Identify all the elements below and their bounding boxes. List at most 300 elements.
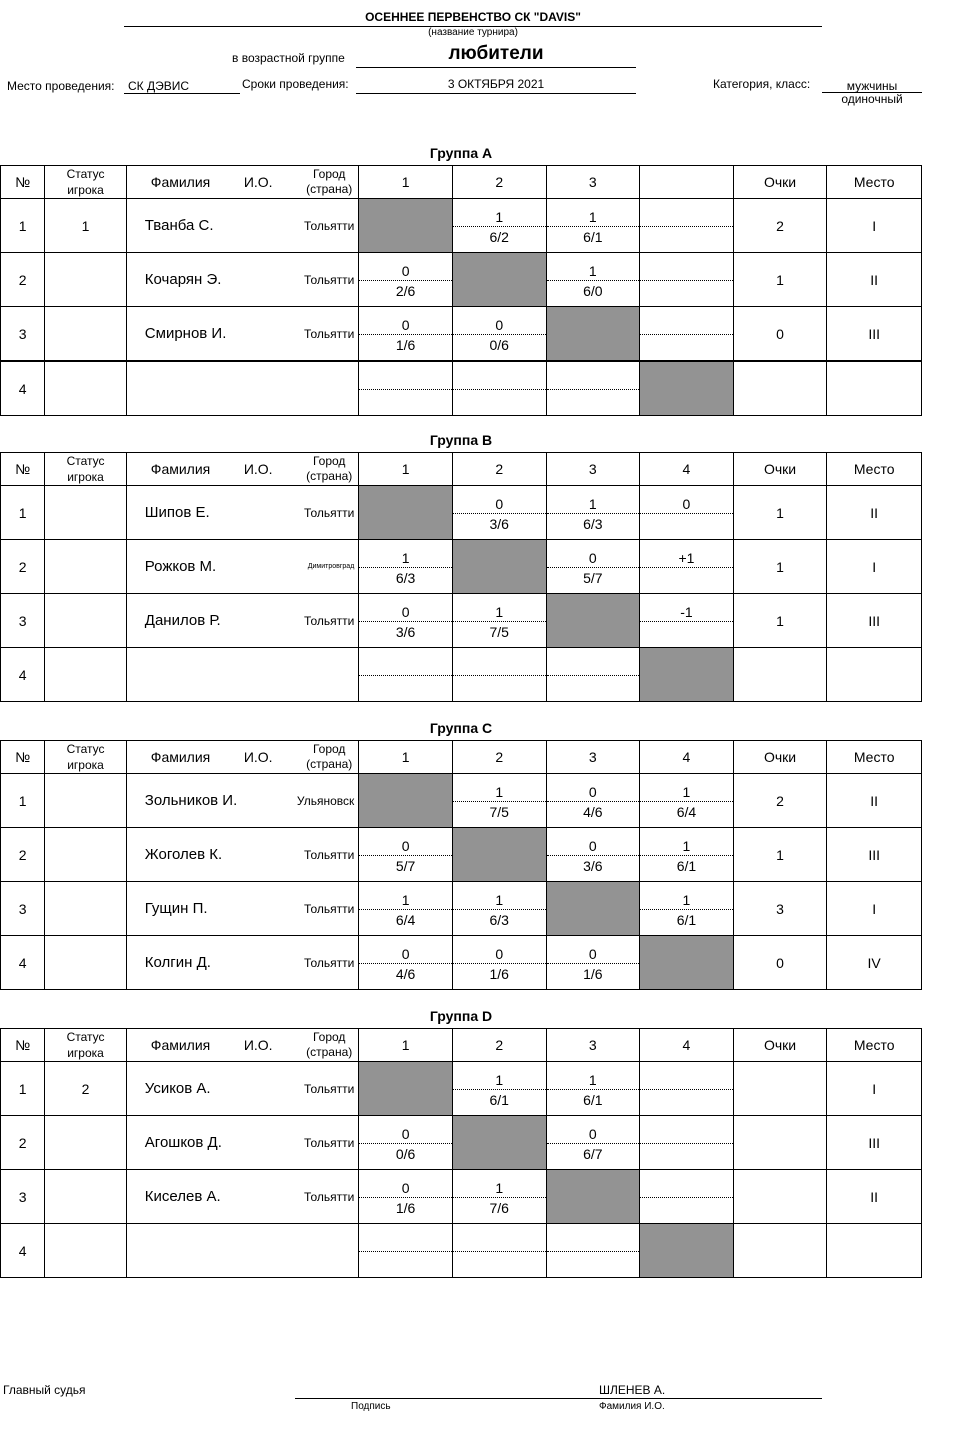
player-status: 1 [45,199,127,253]
self-match-cell [359,486,453,540]
total-points: 1 [733,253,827,307]
self-match-cell [546,1170,640,1224]
match-points: 0 [401,1180,410,1196]
col-header-points: Очки [733,166,827,199]
match-result-cell [640,1170,734,1224]
self-match-cell [546,882,640,936]
match-result-cell [359,648,453,702]
player-status [45,774,127,828]
score-divider [547,280,640,281]
match-result-cell [359,1170,453,1224]
match-result-cell [546,774,640,828]
match-points: 0 [401,838,410,854]
col-header-points: Очки [733,453,827,486]
match-result-cell [546,828,640,882]
match-points: 1 [682,892,691,908]
match-score: 2/6 [395,283,416,299]
match-result-cell [452,486,546,540]
row-number: 2 [1,828,45,882]
total-points: 0 [733,307,827,362]
player-status [45,486,127,540]
row-number: 3 [1,1170,45,1224]
score-divider [547,855,640,856]
score-divider [359,280,452,281]
match-score: 6/1 [583,1092,603,1108]
match-score: 7/5 [489,804,509,820]
player-name: Смирнов И. [144,325,227,342]
final-place: I [827,199,922,253]
score-divider [547,1089,640,1090]
total-points [733,1224,827,1278]
status-header-line1: Статус [66,742,105,756]
player-status [45,1224,127,1278]
col-header-status [45,166,127,199]
match-result-cell [452,1224,546,1278]
match-score: 6/1 [676,858,697,874]
player-city: Тольятти [304,505,355,520]
status-header-line2: игрока [67,1046,104,1060]
match-points: 1 [495,892,504,908]
player-cell [126,648,359,702]
final-place: II [827,1170,922,1224]
player-status [45,307,127,362]
match-score: 3/6 [489,516,509,532]
player-cell [126,828,359,882]
final-place [827,1224,922,1278]
status-header-line2: игрока [67,470,104,484]
col-header-opponent: 3 [546,741,640,774]
status-header-line1: Статус [66,1030,105,1044]
signature-caption: Подпись [351,1401,391,1412]
initials-header: И.О. [243,1037,273,1053]
match-result-cell [546,1062,640,1116]
match-score: 7/5 [489,624,509,640]
score-divider [453,513,546,514]
city-header [306,167,352,197]
total-points [733,1170,827,1224]
player-row [1,1170,922,1224]
player-row [1,774,922,828]
score-divider [547,1251,640,1252]
self-match-cell [546,594,640,648]
final-place: III [827,307,922,362]
score-divider [640,801,733,802]
title-caption: (название турнира) [428,27,518,38]
total-points [733,1116,827,1170]
match-score: 5/7 [583,570,603,586]
group-table [0,1028,922,1278]
col-header-points: Очки [733,1029,827,1062]
player-status [45,594,127,648]
venue-underline [124,93,240,94]
match-score: 3/6 [583,858,603,874]
col-header-opponent [640,166,734,199]
match-result-cell [546,1116,640,1170]
col-header-opponent: 1 [359,166,453,199]
match-points: 0 [588,1126,597,1142]
match-points: -1 [680,604,693,620]
match-points: 1 [495,604,504,620]
score-divider [453,226,546,227]
player-cell [126,307,359,362]
match-points: 1 [682,838,691,854]
match-result-cell [640,774,734,828]
row-number: 3 [1,307,45,362]
player-name: Зольников И. [144,792,238,809]
match-score: 6/3 [583,516,603,532]
player-row [1,199,922,253]
age-group-label: в возрастной группе [232,51,345,65]
player-city: Тольятти [304,901,355,916]
player-row [1,307,922,362]
status-header-line1: Статус [66,167,105,181]
col-header-opponent: 2 [452,1029,546,1062]
self-match-cell [640,1224,734,1278]
player-cell [126,1116,359,1170]
match-result-cell [359,882,453,936]
match-result-cell [640,882,734,936]
match-points: 0 [495,946,504,962]
score-divider [453,389,546,390]
final-place: I [827,1062,922,1116]
final-place: IV [827,936,922,990]
surname-header: Фамилия [150,174,211,190]
match-score: 1/6 [489,966,509,982]
match-score: 6/0 [583,283,603,299]
score-divider [640,621,733,622]
header-row [1,741,922,774]
score-divider [453,334,546,335]
tournament-title: ОСЕННЕЕ ПЕРВЕНСТВО СК "DAVIS" [365,10,581,24]
total-points: 1 [733,540,827,594]
match-points: 1 [401,550,410,566]
total-points: 3 [733,882,827,936]
player-row [1,828,922,882]
match-result-cell [640,199,734,253]
match-result-cell [640,1062,734,1116]
player-status [45,828,127,882]
score-divider [640,909,733,910]
col-header-name [126,166,359,199]
player-row [1,648,922,702]
match-result-cell [546,361,640,416]
player-city: Тольятти [304,326,355,341]
player-name: Тванба С. [144,217,214,234]
score-divider [640,334,733,335]
self-match-cell [452,253,546,307]
player-cell [126,361,359,416]
city-header [306,1030,352,1060]
player-row [1,1116,922,1170]
col-header-opponent: 2 [452,166,546,199]
status-header-line2: игрока [67,758,104,772]
col-header-opponent: 4 [640,1029,734,1062]
final-place: I [827,882,922,936]
chief-judge-label: Главный судья [3,1383,86,1397]
score-divider [359,334,452,335]
self-match-cell [452,828,546,882]
match-points: 1 [682,784,691,800]
col-header-num: № [1,1029,45,1062]
match-score: 4/6 [395,966,416,982]
match-score: 1/6 [395,337,416,353]
match-result-cell [359,540,453,594]
final-place: II [827,253,922,307]
score-divider [359,1143,452,1144]
surname-header: Фамилия [150,1037,211,1053]
match-result-cell [640,486,734,540]
match-score: 6/3 [489,912,509,928]
player-city: Тольятти [304,1081,355,1096]
category-value-2: одиночный [841,92,903,106]
match-points: 0 [588,784,597,800]
row-number: 1 [1,774,45,828]
match-result-cell [452,936,546,990]
match-points: 1 [495,784,504,800]
score-divider [453,1197,546,1198]
category-label: Категория, класс: [713,77,811,91]
player-city: Ульяновск [296,793,355,808]
match-result-cell [546,648,640,702]
match-score: 6/4 [395,912,416,928]
score-divider [640,280,733,281]
total-points: 0 [733,936,827,990]
self-match-cell [359,774,453,828]
player-city: Тольятти [304,272,355,287]
player-name: Усиков А. [144,1080,211,1097]
col-header-opponent: 4 [640,741,734,774]
match-result-cell [640,594,734,648]
group-title: Группа A [429,145,493,161]
col-header-opponent: 1 [359,453,453,486]
player-status [45,882,127,936]
total-points: 1 [733,828,827,882]
player-status [45,648,127,702]
match-result-cell [546,540,640,594]
match-score: 6/4 [676,804,697,820]
total-points [733,1062,827,1116]
score-divider [640,855,733,856]
player-name: Кочарян Э. [144,271,222,288]
match-score: 0/6 [489,337,509,353]
player-cell [126,774,359,828]
col-header-status [45,741,127,774]
match-points: 0 [401,946,410,962]
player-city: Тольятти [304,613,355,628]
match-points: 0 [401,317,410,333]
total-points: 1 [733,486,827,540]
score-divider [453,963,546,964]
player-city: Тольятти [304,847,355,862]
self-match-cell [640,648,734,702]
match-result-cell [546,199,640,253]
col-header-opponent: 3 [546,1029,640,1062]
col-header-opponent: 2 [452,453,546,486]
player-status: 2 [45,1062,127,1116]
match-points: 1 [495,209,504,225]
player-cell [126,540,359,594]
match-score: 7/6 [489,1200,509,1216]
col-header-opponent: 3 [546,166,640,199]
score-divider [640,567,733,568]
match-score: 0/6 [395,1146,416,1162]
player-row [1,253,922,307]
final-place [827,361,922,416]
group-title: Группа D [429,1008,493,1024]
score-divider [453,1251,546,1252]
match-result-cell [359,253,453,307]
age-group-value: любители [448,43,544,64]
match-score: 1/6 [583,966,603,982]
self-match-cell [452,540,546,594]
match-result-cell [452,1170,546,1224]
player-row [1,486,922,540]
score-divider [453,801,546,802]
total-points [733,361,827,416]
venue-label: Место проведения: [7,79,115,93]
score-divider [640,1143,733,1144]
score-divider [547,675,640,676]
final-place: I [827,540,922,594]
final-place: II [827,774,922,828]
chief-judge-name: ШЛЕНЕВ А. [599,1383,666,1397]
player-city: Тольятти [304,218,355,233]
col-header-name [126,1029,359,1062]
col-header-place: Место [827,1029,922,1062]
match-result-cell [452,199,546,253]
group-table [0,452,922,702]
player-row [1,1062,922,1116]
player-name: Колгин Д. [144,954,211,971]
player-name: Шипов Е. [144,504,210,521]
total-points [733,648,827,702]
col-header-name [126,741,359,774]
total-points: 1 [733,594,827,648]
group-title: Группа C [429,720,493,736]
col-header-opponent: 1 [359,1029,453,1062]
col-header-num: № [1,741,45,774]
match-result-cell [452,1062,546,1116]
score-divider [640,226,733,227]
player-cell [126,199,359,253]
player-cell [126,486,359,540]
match-result-cell [452,882,546,936]
city-header [306,454,352,484]
match-points: 0 [401,604,410,620]
match-result-cell [546,253,640,307]
venue-value: СК ДЭВИС [128,79,190,93]
player-row [1,540,922,594]
self-match-cell [546,307,640,362]
score-divider [453,1089,546,1090]
match-points: 1 [588,263,597,279]
player-status [45,540,127,594]
city-header [306,742,352,772]
match-result-cell [359,361,453,416]
match-points: 0 [588,550,597,566]
row-number: 1 [1,1062,45,1116]
final-place: III [827,594,922,648]
score-divider [547,1143,640,1144]
status-header-line1: Статус [66,454,105,468]
final-place: III [827,1116,922,1170]
player-city: Тольятти [304,1135,355,1150]
score-divider [640,1089,733,1090]
player-cell [126,1170,359,1224]
score-divider [359,675,452,676]
row-number: 2 [1,253,45,307]
row-number: 4 [1,1224,45,1278]
col-header-status [45,453,127,486]
initials-header: И.О. [243,174,273,190]
row-number: 4 [1,361,45,416]
player-name: Жоголев К. [144,846,223,863]
score-divider [453,675,546,676]
match-result-cell [640,1116,734,1170]
match-result-cell [452,594,546,648]
match-result-cell [640,540,734,594]
player-name: Киселев А. [144,1188,221,1205]
score-divider [547,513,640,514]
match-result-cell [452,307,546,362]
player-cell [126,1062,359,1116]
score-divider [359,855,452,856]
name-caption: Фамилия И.О. [599,1401,665,1412]
player-row [1,882,922,936]
match-points: +1 [678,550,695,566]
match-points: 0 [401,263,410,279]
city-header-line2: (страна) [306,1045,353,1059]
initials-header: И.О. [243,749,273,765]
score-divider [640,1197,733,1198]
player-name: Агошков Д. [144,1134,222,1151]
player-city: Тольятти [304,1189,355,1204]
col-header-opponent: 4 [640,453,734,486]
score-divider [453,909,546,910]
self-match-cell [359,1062,453,1116]
match-result-cell [640,828,734,882]
player-cell [126,1224,359,1278]
match-points: 0 [495,317,504,333]
match-points: 1 [495,1072,504,1088]
match-result-cell [359,594,453,648]
player-row [1,936,922,990]
self-match-cell [359,199,453,253]
row-number: 3 [1,594,45,648]
col-header-status [45,1029,127,1062]
match-result-cell [546,1224,640,1278]
match-points: 0 [495,496,504,512]
match-points: 1 [495,1180,504,1196]
score-divider [640,513,733,514]
match-score: 3/6 [395,624,416,640]
status-header-line2: игрока [67,183,104,197]
match-score: 6/1 [583,229,603,245]
dates-value: 3 ОКТЯБРЯ 2021 [447,77,545,91]
row-number: 3 [1,882,45,936]
player-status [45,1116,127,1170]
match-points: 0 [401,1126,410,1142]
col-header-place: Место [827,741,922,774]
city-header-line2: (страна) [306,757,353,771]
score-divider [359,1197,452,1198]
row-number: 1 [1,199,45,253]
row-number: 2 [1,540,45,594]
group-table [0,165,922,416]
match-result-cell [546,936,640,990]
col-header-place: Место [827,453,922,486]
match-points: 1 [588,209,597,225]
